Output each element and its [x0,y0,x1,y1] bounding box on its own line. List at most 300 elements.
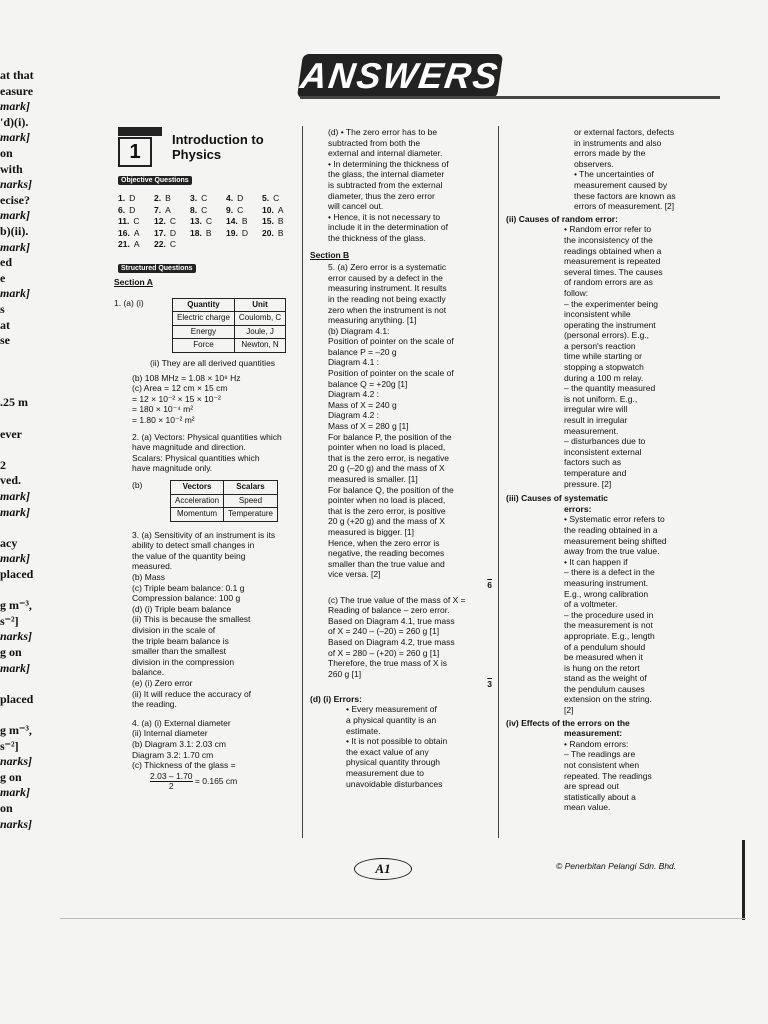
col3-line: statistically about a [564,791,636,802]
col3-line: measurement. [564,425,619,436]
table-cell: Force [173,339,235,353]
q5-line: pointer when no load is placed, [328,442,446,453]
systematic-error-heading-2: errors: [564,503,592,514]
col3-line: readings obtained when a [564,245,662,256]
q5-line: For balance Q, the position of the [328,484,454,495]
q5c-line: 260 g [1] [328,668,362,679]
mcq-number: 17. [154,227,166,238]
mcq-answer: D [129,193,136,203]
bleed-line: mark] [0,208,30,223]
bleed-line: ved. [0,473,21,488]
q4d-line: • In determining the thickness of [328,158,449,169]
col3-line: [2] [564,705,574,716]
column-2 [310,127,492,789]
col3-line: errors of measurement. [2] [574,201,675,212]
q3-line: (e) (i) Zero error [132,678,193,688]
q4-line: Diagram 3.2: 1.70 cm [132,749,214,760]
q3-line: the reading. [132,699,177,710]
q4d-line: diameter, thus the zero error [328,190,435,201]
q5d-line: the exact value of any [346,746,429,757]
mcq-cell [118,228,154,240]
col3-line: away from the true value. [564,546,660,557]
bleed-line: narks] [0,816,33,831]
q5c-line: Reading of balance – zero error. [328,605,450,616]
mcq-answer: B [277,227,284,238]
mcq-cell [154,239,190,251]
bleed-line: at that [0,68,34,82]
mcq-answer: A [165,204,171,215]
col3-line: E.g., wrong calibration [564,588,649,599]
header-rule [300,96,720,99]
q5-line: 20 g (+20 g) and the mass of X [328,516,445,527]
facing-page-bleed-text [0,68,44,832]
q1-quantity-table [172,298,286,353]
q5-line: measuring anything. [1] [328,315,417,326]
q4c-numerator: 2.03 – 1.70 [150,770,193,781]
mcq-row [118,193,298,205]
q4d-line: will cancel out. [328,201,384,212]
col3-line: (personal errors). E.g., [564,330,650,341]
col3-line: • Random errors: [564,738,629,749]
col3-line: during a 100 m relay. [564,372,644,383]
col3-line: of a voltmeter. [564,599,618,610]
chapter-tab [118,127,162,136]
q2a-line: have magnitude and direction. [132,442,246,453]
mcq-cell [154,193,190,205]
mcq-answer-grid [118,193,298,251]
mcq-cell [190,193,226,205]
mcq-number: 11. [118,216,130,227]
mcq-number: 9. [226,204,234,215]
col3-line: • Systematic error refers to [564,514,665,525]
bleed-line: acy [0,535,18,550]
section-b-heading: Section B [310,249,350,260]
q1c-line: = 1.80 × 10⁻² m² [132,414,195,425]
q5d-line: estimate. [346,725,381,736]
q5c-line: of X = 280 – (+20) = 260 g [1] [328,647,440,658]
col3-line: measurement caused by [574,179,668,190]
bleed-line [0,583,44,599]
mcq-answer: C [169,239,176,250]
q4c-result: = 0.165 cm [194,775,238,786]
q5 [310,262,492,580]
mcq-number: 5. [262,193,270,203]
structured-questions-chip: Structured Questions [118,264,196,273]
systematic-error-heading-1: (iii) Causes of systematic [506,493,609,504]
q5c-line: Based on Diagram 4.1, true mass [328,615,455,626]
q1-label: 1. (a) (i) [114,297,144,308]
col3-line: several times. The causes [564,266,663,277]
q4d-line: is subtracted from the external [328,179,443,190]
bleed-line [0,349,44,365]
col3-part-a [540,127,690,212]
col3-line: irregular wire will [564,404,628,415]
bleed-line: mark] [0,785,30,800]
mcq-answer: C [133,216,140,227]
bleed-line: on [0,145,13,160]
mcq-cell [226,193,262,205]
bleed-line [0,364,44,380]
q5-line: Mass of X = 240 g [328,399,397,410]
q5-line: measuring instrument. It results [328,283,447,294]
q5-line: (b) Diagram 4.1: [328,325,390,336]
bleed-line [0,411,44,427]
mcq-cell [118,193,154,205]
q5c-line: of X = 240 – (–20) = 260 g [1] [328,626,440,637]
q1a-ii: (ii) They are all derived quantities [150,357,276,368]
bleed-line: at [0,317,10,332]
mcq-cell [226,228,262,240]
q3-line: (ii) This is because the smallest [132,614,251,625]
q3-line: smaller than the smallest [132,646,227,657]
mcq-answer: D [237,193,244,203]
mcq-number: 2. [154,193,162,203]
mcq-row [118,216,298,228]
q5-line: measured is smaller. [1] [328,474,418,484]
bleed-line: mark] [0,551,30,566]
q5c-line: Therefore, the true mass of X is [328,658,448,669]
col3-part-b [540,224,690,489]
col3-line: these factors are known as [574,190,676,201]
q4d-line: subtracted from both the [328,137,421,148]
subtotal-3: 3 [487,679,492,690]
q2a-line: Scalars: Physical quantities which [132,452,260,463]
scan-edge-mark [742,840,745,920]
bleed-line [0,380,44,396]
mcq-cell [262,228,298,240]
q3-line: (c) Triple beam balance: 0.1 g [132,582,245,593]
mcq-answer: A [133,227,140,238]
col3-line: be measured when it [564,652,643,663]
mcq-answer: C [201,204,208,215]
mcq-cell [226,205,262,217]
mcq-number: 10. [262,204,274,215]
table-cell: Coulomb, C [234,312,285,326]
q3-line: ability to detect small changes in [132,540,255,551]
q5d [310,704,492,789]
q3-line: the triple beam balance is [132,635,229,646]
q2b-label: (b) [132,479,143,490]
table-cell: Electric charge [173,312,235,326]
col3-line: – disturbances due to [564,436,646,447]
bleed-line: placed [0,691,34,706]
col3-part-c [540,514,690,715]
q5-line: Diagram 4.1 : [328,357,380,368]
col3-line: • The uncertainties of [574,169,654,180]
mcq-row [118,205,298,217]
mcq-number: 1. [118,193,126,203]
table-header: Scalars [224,480,278,494]
q4-line: (c) Thickness of the glass = [132,760,236,771]
col3-line: errors made by the [574,148,646,159]
bleed-line: mark] [0,286,30,301]
q4d-line: the thickness of the glass. [328,232,426,243]
q3-line: division in the compression [132,656,235,667]
q5-line: zero when the instrument is not [328,304,447,315]
table-cell: Energy [173,325,235,339]
q2a-line: have magnitude only. [132,463,213,474]
q5-line: in the reading not being exactly [328,293,446,304]
col3-line: • It can happen if [564,556,628,567]
table-cell: Temperature [224,508,278,522]
bleed-line: narks] [0,629,33,644]
col3-line: pressure. [2] [564,478,612,489]
mcq-number: 14. [226,216,238,227]
q4d-line: include it in the determination of [328,222,449,233]
bleed-line: b)(ii). [0,223,29,238]
bleed-line: .25 m [0,395,28,410]
bleed-line: mark] [0,130,30,145]
bleed-line: mark] [0,660,30,675]
mcq-answer: D [169,227,176,238]
table-cell: Newton, N [234,339,285,353]
q5-line: balance Q = +20g [1] [328,378,408,389]
q5-line: pointer when no load is placed, [328,495,446,506]
subtotal-6: 6 [487,579,492,590]
bleed-line: 'd)(i). [0,114,29,129]
bleed-line: 2 [0,457,6,472]
col3-line: mean value. [564,802,611,813]
q5-line: Diagram 4.2 : [328,410,380,421]
col3-line: of random errors are as [564,277,653,288]
col3-line: measurement is repeated [564,256,661,267]
bleed-line: narks] [0,754,33,769]
col3-line: stand as the weight of [564,673,647,684]
mcq-number: 4. [226,193,234,203]
q1c-line: = 180 × 10⁻⁴ m² [132,404,194,415]
q4d [310,127,492,244]
col3-line: factors such as [564,457,622,468]
q5-line: Position of pointer on the scale of [328,368,454,379]
mcq-answer: A [277,204,284,215]
column-divider [302,126,303,838]
mcq-cell [262,193,298,205]
bleed-line: g m⁻³, [0,722,32,737]
q5d-line: • It is not possible to obtain [346,736,448,747]
page-title: ANSWERS [298,55,502,96]
col3-line: measurement being shifted [564,535,667,546]
q5d-line: unavoidable disturbances [346,778,443,789]
bleed-line [0,707,44,723]
q1c-line: (c) Area = 12 cm × 15 cm [132,383,228,394]
mcq-answer: B [241,216,248,227]
bleed-line [0,676,44,692]
mcq-answer: B [205,227,212,238]
q5d-heading: (d) (i) Errors: [310,693,362,704]
bleed-line: on [0,800,13,815]
mcq-number: 20. [262,227,274,238]
mcq-number: 15. [262,216,274,227]
q5-line: Mass of X = 280 g [1] [328,421,409,432]
col3-line: the reading obtained in a [564,524,658,535]
mcq-answer: D [241,227,248,238]
q5-line: 20 g (–20 g) and the mass of X [328,463,445,474]
q3-line: 3. (a) Sensitivity of an instrument is its [132,529,276,540]
q3-line: division in the scale of [132,625,216,636]
mcq-cell [154,205,190,217]
mcq-cell [226,216,262,228]
col3-line: repeated. The readings [564,770,652,781]
mcq-answer: C [237,204,244,215]
mcq-number: 19. [226,227,238,238]
bleed-line: easure [0,83,34,98]
col3-line: inconsistent external [564,446,642,457]
col3-line: time while starting or [564,351,642,362]
column-divider [498,126,499,838]
col3-line: of a pendulum should [564,641,646,652]
mcq-number: 8. [190,204,198,215]
col3-line: – The readings are [564,749,636,760]
q3-line: (ii) It will reduce the accuracy of [132,688,252,699]
bleed-line: g on [0,769,22,784]
q4c-calculation [114,772,300,791]
objective-questions-chip: Objective Questions [118,176,192,185]
q5-line: that is the zero error, is negative [328,452,449,463]
effects-heading-2: measurement: [564,728,623,739]
mcq-number: 21. [118,239,130,250]
col3-line: observers. [574,158,614,169]
col3-line: • Random error refer to [564,224,652,235]
q3-line: the value of the quantity being [132,550,246,561]
bleed-line: ed [0,255,12,270]
table-cell: Speed [224,494,278,508]
bleed-line: narks] [0,177,33,192]
page-number: A1 [354,858,412,880]
q1c [114,383,300,425]
q5-line: negative, the reading becomes [328,548,445,559]
mcq-row [118,239,298,251]
mcq-cell [262,205,298,217]
effects-heading-1: (iv) Effects of the errors on the [506,717,630,728]
mcq-row [118,228,298,240]
bleed-line: s [0,301,5,316]
section-a-heading: Section A [114,277,153,287]
table-header: Quantity [173,298,235,312]
col3-line: the measurement is not [564,620,653,631]
mcq-cell [118,239,154,251]
q3-line: measured. [132,561,173,572]
col3-line: appropriate. E.g., length [564,630,655,641]
column-3 [506,127,690,813]
mcq-answer: D [129,204,136,215]
bleed-line: placed [0,567,34,581]
q4d-line: the glass, the internal diameter [328,169,445,180]
q5c-line: Based on Diagram 4.2, true mass [328,636,455,647]
chapter-number: 1 [118,137,152,167]
col3-line: the inconsistency of the [564,234,653,245]
q1b: (b) 108 MHz = 1.08 × 10⁸ Hz [132,372,241,383]
col3-line: – the quantity measured [564,383,656,394]
bleed-line: mark] [0,99,30,114]
col3-line: operating the instrument [564,319,656,330]
q5c [310,595,492,680]
column-1 [114,277,300,791]
scan-edge-line [60,918,746,919]
chapter-title-line1: Introduction to [172,132,264,147]
mcq-answer: C [205,216,212,227]
mcq-number: 16. [118,227,130,238]
q5-line: measured is bigger. [1] [328,526,414,537]
q2a [114,432,300,474]
bleed-line: mark] [0,239,30,254]
q5-line: error caused by a defect in the [328,272,443,283]
q3-line: Compression balance: 100 g [132,593,241,604]
q3-line: balance. [132,667,165,678]
mcq-cell [262,216,298,228]
col3-line: in instruments and also [574,137,662,148]
col3-line: or external factors, defects [574,127,675,137]
bleed-line: g m⁻³, [0,598,32,613]
col3-line: extension on the string. [564,694,652,705]
mcq-answer: C [169,216,176,227]
bleed-line: mark] [0,489,30,504]
q4-line: (ii) Internal diameter [132,728,208,739]
col3-part-d [540,739,690,813]
mcq-number: 13. [190,216,202,227]
mcq-number: 22. [154,239,166,250]
mcq-cell [118,205,154,217]
bleed-line: s⁻²] [0,613,19,628]
table-cell: Momentum [171,508,224,522]
mcq-number: 6. [118,204,126,215]
q1c-line: = 12 × 10⁻² × 15 × 10⁻² [132,393,221,404]
bleed-line: g on [0,644,22,659]
chapter-title [172,132,264,162]
q5d-line: a physical quantity is an [346,715,437,726]
mcq-answer: C [273,193,280,203]
col3-line: – the procedure used in [564,609,654,620]
col3-line: is not uniform. E.g., [564,393,638,404]
mcq-cell [190,228,226,240]
q5-line: vice versa. [2] [328,569,381,580]
mcq-number: 18. [190,227,202,238]
random-error-heading: (ii) Causes of random error: [506,213,618,224]
col3-line: – there is a defect in the [564,567,655,578]
table-header: Vectors [171,480,224,494]
table-cell: Acceleration [171,494,224,508]
mcq-cell [190,216,226,228]
q5-line: Position of pointer on the scale of [328,336,454,347]
bleed-line: mark] [0,504,30,519]
q5-line: For balance P, the position of the [328,431,452,442]
q3 [114,530,300,710]
q3-line: (b) Mass [132,572,166,583]
mcq-answer: B [165,193,171,203]
mcq-number: 12. [154,216,166,227]
bleed-line: ever [0,426,22,441]
q5-line: Hence, when the zero error is [328,537,440,548]
col3-line: a person's reaction [564,340,636,351]
q5c-line: (c) The true value of the mass of X = [328,594,466,605]
mcq-answer: A [133,239,140,250]
bleed-line: e [0,270,6,285]
bleed-line [0,520,44,536]
mcq-answer: B [277,216,284,227]
mcq-cell [154,216,190,228]
bleed-line: with [0,161,23,176]
table-header: Unit [234,298,285,312]
mcq-number: 7. [154,204,162,215]
q2a-line: 2. (a) Vectors: Physical quantities which [132,431,282,442]
q5d-line: physical quantity through [346,757,441,768]
col3-line: the pendulum causes [564,683,645,694]
q2-vectors-table [170,480,278,522]
q5-line: smaller than the true value and [328,558,445,569]
col3-line: measuring instrument. [564,577,649,588]
q4d-line: external and internal diameter. [328,148,443,159]
q4d-line: (d) • The zero error has to be [328,127,438,137]
col3-line: is hung on the retort [564,662,640,673]
